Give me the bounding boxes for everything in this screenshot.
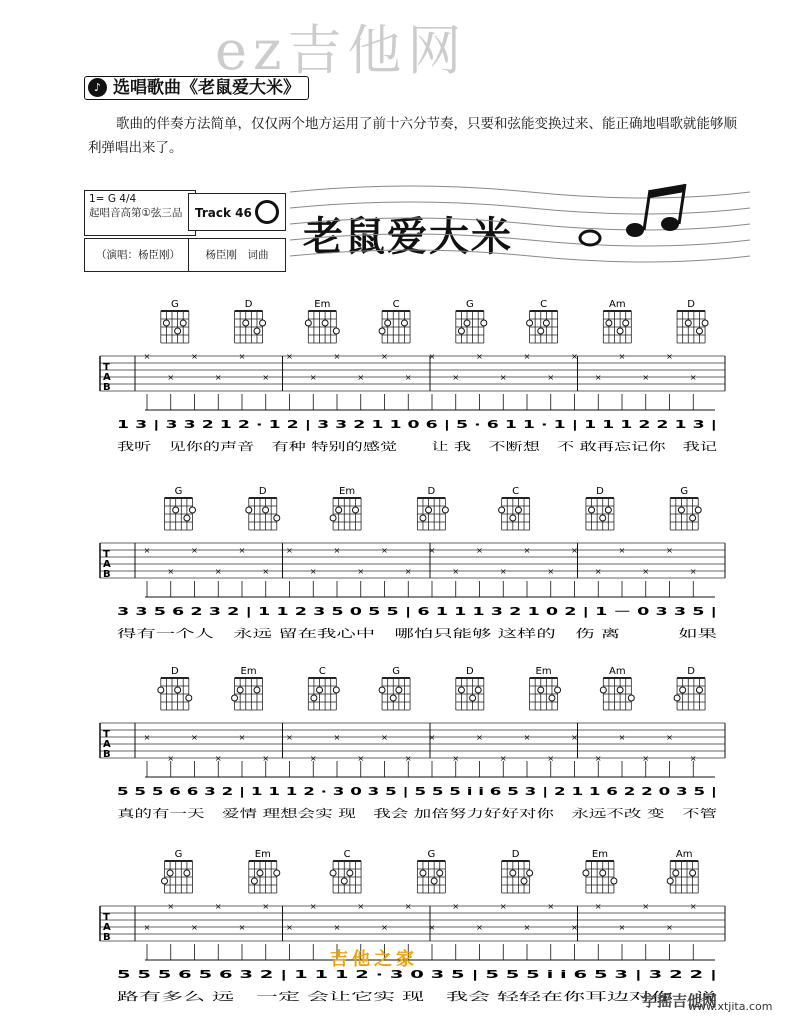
tab-mark: × xyxy=(143,733,151,742)
chord-diagram-icon xyxy=(165,498,196,530)
tab-mark: × xyxy=(143,923,151,932)
chord-diagram-icon xyxy=(456,311,487,343)
tab-mark: × xyxy=(571,733,578,742)
chord-name: G xyxy=(427,849,436,860)
chord-name: C xyxy=(318,666,326,677)
tab-mark: × xyxy=(309,754,317,763)
chord-name: Em xyxy=(339,486,356,497)
chord-diagram-icon xyxy=(158,678,192,710)
lyric-line: 真的有一天 爱情 理想会实 现 我会 加倍努力好好对你 永远不改 变 不管 xyxy=(117,807,494,820)
tab-mark: × xyxy=(381,352,388,361)
chord-diagram-icon xyxy=(161,311,189,343)
tab-mark: × xyxy=(666,923,673,932)
tab-clef: B xyxy=(103,932,111,943)
chord-name: D xyxy=(511,849,520,860)
intro-paragraph: 歌曲的伴奏方法简单，仅仅两个地方运用了前十六分节奏，只要和弦能变换过来、能正确地唱歌就能够顺利弹唱出来了。 xyxy=(88,116,737,156)
tab-mark: × xyxy=(238,352,246,361)
tab-mark: × xyxy=(618,546,626,555)
lyric-line: 路有多么 远 一定 会让它实 现 我会 轻轻在你耳边对你 说 xyxy=(117,990,417,1003)
tab-mark: × xyxy=(594,902,602,911)
tab-mark: × xyxy=(357,754,365,763)
tab-clef: T xyxy=(103,912,110,923)
chord-diagram-icon xyxy=(308,678,339,710)
chord-diagram-icon xyxy=(330,498,361,530)
tab-mark: × xyxy=(333,733,341,742)
tab-clef: A xyxy=(103,739,111,750)
chord-name: C xyxy=(540,299,548,310)
tab-mark: × xyxy=(262,373,270,382)
singer-box: （演唱：杨臣刚） xyxy=(84,238,192,272)
tab-mark: × xyxy=(476,352,483,361)
chord-diagram-icon xyxy=(249,861,280,893)
chord-diagram-icon xyxy=(677,311,708,343)
chord-diagram-icon xyxy=(530,678,561,710)
tab-mark: × xyxy=(333,546,341,555)
note-icon xyxy=(580,231,600,245)
tab-mark: × xyxy=(191,733,198,742)
tab-mark: × xyxy=(642,902,650,911)
chord-diagram-icon xyxy=(600,678,634,710)
chord-name: Em xyxy=(591,849,608,860)
tab-mark: × xyxy=(452,754,460,763)
chord-name: Em xyxy=(314,299,331,310)
tab-mark: × xyxy=(499,902,507,911)
tab-mark: × xyxy=(286,546,293,555)
chord-name: D xyxy=(244,299,253,310)
tab-mark: × xyxy=(167,567,175,576)
tab-mark: × xyxy=(404,567,412,576)
tab-mark: × xyxy=(404,373,412,382)
chord-diagram-icon xyxy=(162,861,193,893)
chord-diagram-icon xyxy=(379,311,410,343)
tab-clef: T xyxy=(103,549,110,560)
tab-clef: T xyxy=(103,729,110,740)
jianpu-line: 5 5 5 6 5 6 3 2 | 1 1 1 2 · 3 0 3 5 | 5 5 5 i i 6 5 3 | 3 2 2 | xyxy=(117,968,717,981)
tab-mark: × xyxy=(594,373,602,382)
tab-mark: × xyxy=(191,546,198,555)
chord-diagram-icon xyxy=(305,311,339,343)
chord-diagram-icon xyxy=(235,311,266,343)
chord-diagram-icon xyxy=(499,498,530,530)
chord-diagram-icon xyxy=(417,498,448,530)
tab-mark: × xyxy=(238,923,246,932)
tab-clef: T xyxy=(103,362,110,373)
chord-name: D xyxy=(687,666,695,677)
tab-mark: × xyxy=(143,546,151,555)
tab-mark: × xyxy=(666,352,673,361)
tab-clef: A xyxy=(103,559,111,570)
tab-mark: × xyxy=(309,567,317,576)
jianpu-line: 5 5 5 6 6 3 2 | 1 1 1 2 · 3 0 3 5 | 5 5 5 i i 6 5 3 | 2 1 1 6 2 2 0 3 5 | xyxy=(117,785,717,798)
tab-mark: × xyxy=(547,754,555,763)
tab-mark: × xyxy=(333,923,341,932)
chord-name: G xyxy=(174,486,183,497)
tab-mark: × xyxy=(286,352,293,361)
tab-mark: × xyxy=(689,567,697,576)
tab-mark: × xyxy=(547,902,555,911)
tab-mark: × xyxy=(381,923,388,932)
chord-name: D xyxy=(170,666,179,677)
title-staff xyxy=(290,180,750,280)
tab-mark: × xyxy=(594,567,602,576)
chord-name: G xyxy=(465,299,474,310)
watermark: ez吉他网 xyxy=(215,19,468,82)
tab-mark: × xyxy=(143,352,151,361)
chord-diagram-icon xyxy=(603,311,631,343)
watermark-logo: 吉他之家 xyxy=(330,949,418,970)
chord-name: D xyxy=(596,486,604,497)
note-icon xyxy=(661,217,679,231)
tab-mark: × xyxy=(547,567,555,576)
tab-mark: × xyxy=(666,733,673,742)
tab-clef: B xyxy=(103,382,111,393)
tab-mark: × xyxy=(618,923,626,932)
tab-mark: × xyxy=(381,546,388,555)
tab-mark: × xyxy=(476,546,483,555)
chord-diagram-icon xyxy=(379,678,410,710)
tab-mark: × xyxy=(642,567,650,576)
chord-name: D xyxy=(687,299,695,310)
chord-diagram-icon xyxy=(502,861,533,893)
chord-diagram-icon xyxy=(417,861,445,893)
tab-mark: × xyxy=(428,733,436,742)
chord-diagram-icon xyxy=(527,311,558,343)
credit-name: 字摇吉他网 xyxy=(642,992,718,1010)
tab-mark: × xyxy=(571,352,578,361)
tab-mark: × xyxy=(191,923,198,932)
chord-name: Em xyxy=(240,666,257,677)
tab-mark: × xyxy=(523,546,531,555)
tab-mark: × xyxy=(404,902,412,911)
tab-mark: × xyxy=(523,923,531,932)
tab-mark: × xyxy=(262,567,270,576)
chord-diagram-icon xyxy=(670,498,701,530)
tab-mark: × xyxy=(357,902,365,911)
tab-mark: × xyxy=(523,352,531,361)
chord-name: D xyxy=(427,486,436,497)
chord-name: Em xyxy=(535,666,552,677)
chord-diagram-icon xyxy=(246,498,280,530)
tab-mark: × xyxy=(214,373,222,382)
tab-mark: × xyxy=(499,567,507,576)
chord-name: G xyxy=(174,849,183,860)
tab-mark: × xyxy=(547,373,555,382)
tab-system xyxy=(95,485,735,665)
jianpu-line: 1 3 | 3 3 2 1 2 · 1 2 | 3 3 2 1 1 0 6 | 5 · 6 1 1 · 1 | 1 1 1 2 2 1 3 | xyxy=(117,418,717,431)
chord-diagram-icon xyxy=(583,861,617,893)
tab-system xyxy=(95,848,735,1028)
tab-mark: × xyxy=(428,923,436,932)
tab-mark: × xyxy=(689,902,697,911)
tab-mark: × xyxy=(381,733,388,742)
tab-mark: × xyxy=(428,546,436,555)
tab-mark: × xyxy=(404,754,412,763)
tab-clef: A xyxy=(103,922,111,933)
tab-mark: × xyxy=(618,733,626,742)
tab-mark: × xyxy=(286,923,293,932)
lyric-line: 得有一个人 永远 留在我心中 哪怕只能够 这样的 伤 离 如果 xyxy=(117,627,458,640)
tab-mark: × xyxy=(214,567,222,576)
tab-mark: × xyxy=(167,902,175,911)
track-box: Track 46 xyxy=(188,193,286,231)
tab-mark: × xyxy=(642,373,650,382)
lyric-line: 我听 见你的声音 有种 特别的感觉 让 我 不断想 不 敢再忘记你 我记 xyxy=(117,440,502,453)
tab-mark: × xyxy=(238,546,246,555)
tab-mark: × xyxy=(309,373,317,382)
tab-mark: × xyxy=(191,352,198,361)
chord-diagram-icon xyxy=(232,678,263,710)
tab-mark: × xyxy=(238,733,246,742)
tab-mark: × xyxy=(167,754,175,763)
author-box: 杨臣刚 词曲 xyxy=(188,238,286,272)
tab-mark: × xyxy=(476,733,483,742)
tab-mark: × xyxy=(523,733,531,742)
tab-mark: × xyxy=(618,352,626,361)
tab-mark: × xyxy=(286,733,293,742)
tab-mark: × xyxy=(357,567,365,576)
tab-mark: × xyxy=(262,754,270,763)
chord-name: G xyxy=(170,299,179,310)
tab-mark: × xyxy=(309,902,317,911)
tab-mark: × xyxy=(428,352,436,361)
tab-mark: × xyxy=(452,567,460,576)
tab-mark: × xyxy=(666,546,673,555)
cd-icon xyxy=(255,200,279,224)
tab-mark: × xyxy=(333,352,341,361)
note-icon xyxy=(626,223,644,237)
tab-mark: × xyxy=(167,373,175,382)
tab-mark: × xyxy=(642,754,650,763)
music-icon: ♪ xyxy=(88,78,107,97)
tab-mark: × xyxy=(476,923,483,932)
tab-mark: × xyxy=(262,902,270,911)
chord-name: Am xyxy=(609,299,626,310)
song-title: 老鼠爱大米 xyxy=(303,214,513,260)
tab-mark: × xyxy=(214,902,222,911)
chord-name: G xyxy=(392,666,400,677)
chord-diagram-icon xyxy=(667,861,698,893)
chord-name: D xyxy=(465,666,474,677)
section-title: ♪ 选唱歌曲《老鼠爱大米》 xyxy=(84,76,309,100)
tab-mark: × xyxy=(214,754,222,763)
chord-diagram-icon xyxy=(456,678,484,710)
key-box: 1= G 4/4 起唱音高第①弦三品 xyxy=(84,190,196,236)
tab-mark: × xyxy=(499,373,507,382)
tab-system xyxy=(95,298,735,478)
chord-diagram-icon xyxy=(674,678,705,710)
tab-clef: B xyxy=(103,569,111,580)
tab-mark: × xyxy=(452,373,460,382)
chord-name: Am xyxy=(609,666,626,677)
tab-mark: × xyxy=(594,754,602,763)
chord-name: Em xyxy=(254,849,271,860)
tab-mark: × xyxy=(499,754,507,763)
tab-clef: B xyxy=(103,749,111,760)
chord-name: G xyxy=(680,486,689,497)
tab-mark: × xyxy=(689,373,697,382)
chord-diagram-icon xyxy=(586,498,614,530)
chord-name: Am xyxy=(675,849,693,860)
tab-clef: A xyxy=(103,372,111,383)
jianpu-line: 3 3 5 6 2 3 2 | 1 1 2 3 5 0 5 5 | 6 1 1 1 3 2 1 0 2 | 1 － 0 3 3 5 | xyxy=(117,605,717,618)
chord-diagram-icon xyxy=(330,861,361,893)
chord-name: C xyxy=(392,299,400,310)
tab-mark: × xyxy=(452,902,460,911)
tab-mark: × xyxy=(571,546,578,555)
tab-system xyxy=(95,665,735,845)
chord-name: C xyxy=(343,849,351,860)
credit-url: www.xtjita.com xyxy=(688,1000,773,1013)
chord-name: D xyxy=(258,486,267,497)
tab-mark: × xyxy=(357,373,365,382)
tab-mark: × xyxy=(571,923,578,932)
chord-name: C xyxy=(512,486,520,497)
tab-mark: × xyxy=(689,754,697,763)
